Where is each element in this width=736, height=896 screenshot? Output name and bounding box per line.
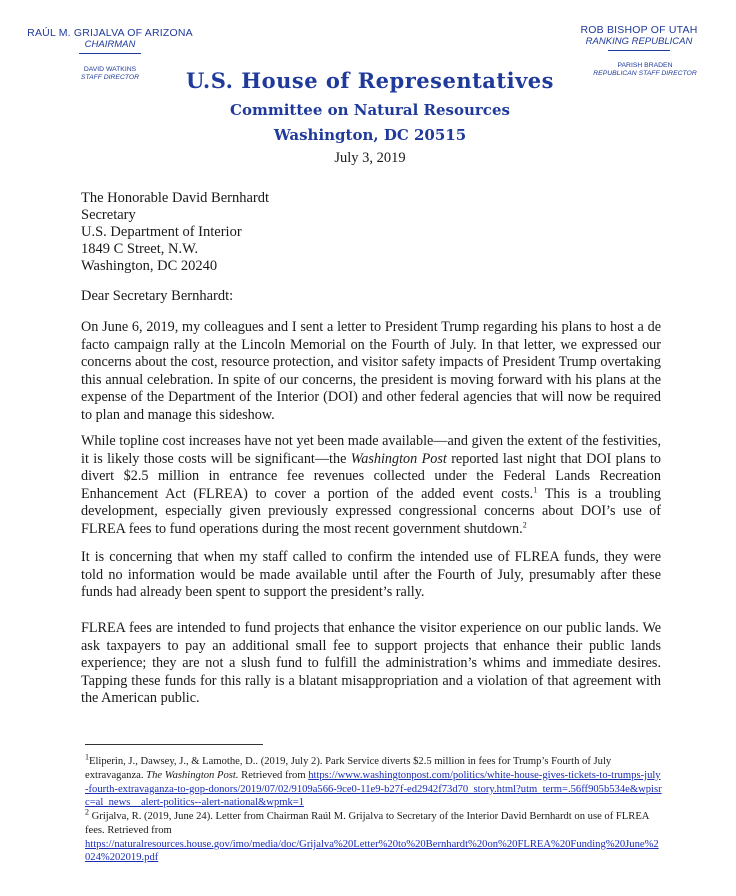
body-paragraph: On June 6, 2019, my colleagues and I sent a letter to President Trump regarding his plans to host a de facto campaign rally at the Lincoln Memorial on the Fourth of July. In that letter, we expressed our concerns about the cost, resource protection, and visitor safety impacts of President Trump overtaking this annual celebration. In spite of our concerns, the president is moving forward with his plans at the expense of the Department of the Interior (DOI) and other federal agencies that will now be required to plan and manage this sideshow. (81, 319, 661, 423)
ranking-member-block (566, 24, 712, 54)
recipient-line: 1849 C Street, N.W. (81, 241, 199, 257)
footnote-1-link[interactable]: https://www.washingtonpost.com/politics/white-house-gives-tickets-to-trumps-july-fourth-extravaganza-to-gop-donors/2019/07/02/9109a566-9ce0-11e9-b27f-ed2942f73d70_story.html?utm_term=.56ff905b534e&wpisrc=al_news__alert-politics--alert-national&wpmk=1 (85, 769, 662, 809)
paragraph-text: reported last night that DOI plans to divert $2.5 million in entrance fee revenues collected under the Federal Lands Recreation Enhancement Act (FLREA) to cover a portion of the added event costs. (81, 450, 661, 502)
ranking-member-title: RANKING REPUBLICAN (585, 36, 693, 47)
salutation: Dear Secretary Bernhardt: (81, 288, 234, 304)
footnote-divider (85, 744, 263, 745)
recipient-line: U.S. Department of Interior (81, 224, 242, 240)
paragraph-text: This is a troubling development, especially given previously expressed congressional concerns about DOI’s use of FLREA fees to fund operations during the most recent government shutdown. (81, 485, 661, 537)
staff-director-block (55, 66, 165, 82)
footnote-mark: 1 (85, 752, 89, 762)
publication-name: Washington Post (350, 450, 447, 467)
republican-staff-title: REPUBLICAN STAFF DIRECTOR (593, 70, 697, 77)
divider (79, 53, 141, 54)
letter-date: July 3, 2019 (334, 150, 406, 166)
divider (608, 50, 670, 51)
republican-staff-name: PARISH BRADEN (617, 62, 673, 69)
footnote-text: Retrieved from (238, 769, 309, 781)
footnote-publication: The Washington Post. (146, 769, 239, 781)
recipient-line: The Honorable David Bernhardt (81, 190, 270, 206)
footnote-ref[interactable]: 1 (533, 485, 538, 495)
footnote-2-link[interactable]: https://naturalresources.house.gov/imo/media/doc/Grijalva%20Letter%20to%20Bernhardt%20on%20FLREA%20Funding%20June%2024%202019.pdf (85, 838, 659, 864)
chairman-title: CHAIRMAN (84, 39, 136, 50)
body-paragraph (81, 433, 661, 539)
footnote-ref[interactable]: 2 (522, 520, 527, 530)
chairman-block (18, 27, 202, 57)
footnote-text: Eliperin, J., Dawsey, J., & Lamothe, D.. (2019, July 2). Park Service diverts $2.5 million in fees for Trump’s Fourth of July extravaganza. (85, 756, 612, 781)
paragraph-text: While topline cost increases have not yet been made available—and given the extent of the festivities, it is likely those costs will be significant—the (81, 433, 661, 467)
staff-director-name: DAVID WATKINS (83, 66, 137, 73)
republican-staff-block (570, 62, 720, 78)
chairman-name: RAÚL M. GRIJALVA OF ARIZONA (27, 27, 193, 39)
committee-name: Committee on Natural Resources (230, 101, 510, 119)
body-paragraph: It is concerning that when my staff called to confirm the intended use of FLREA funds, they were told no information would be made available until after the Fourth of July, presumably after these funds had already been spent to support the president’s rally. (81, 549, 661, 601)
body-paragraph: FLREA fees are intended to fund projects that enhance the visitor experience on our public lands. We ask taxpayers to pay an additional small fee to support projects that enhance their public lands experience; they are not a slush fund to fulfill the administration’s whims and immediate desires. Tapping these funds for this rally is a blatant misappropriation and a violation of that agreement with the American public. (81, 620, 661, 707)
house-title: U.S. House of Representatives (186, 68, 554, 93)
letterhead-city: Washington, DC 20515 (273, 126, 467, 144)
recipient-address (81, 190, 269, 275)
footnote-2 (85, 807, 663, 865)
ranking-member-name: ROB BISHOP OF UTAH (580, 24, 698, 36)
footnote-1 (85, 752, 663, 810)
staff-director-title: STAFF DIRECTOR (80, 74, 140, 81)
footnote-mark: 2 (85, 807, 89, 817)
recipient-line: Washington, DC 20240 (81, 258, 218, 274)
footnote-text: Grijalva, R. (2019, June 24). Letter from Chairman Raúl M. Grijalva to Secretary of the Interior David Bernhardt on use of FLREA fees. Retrieved from (85, 811, 649, 836)
recipient-line: Secretary (81, 207, 136, 223)
